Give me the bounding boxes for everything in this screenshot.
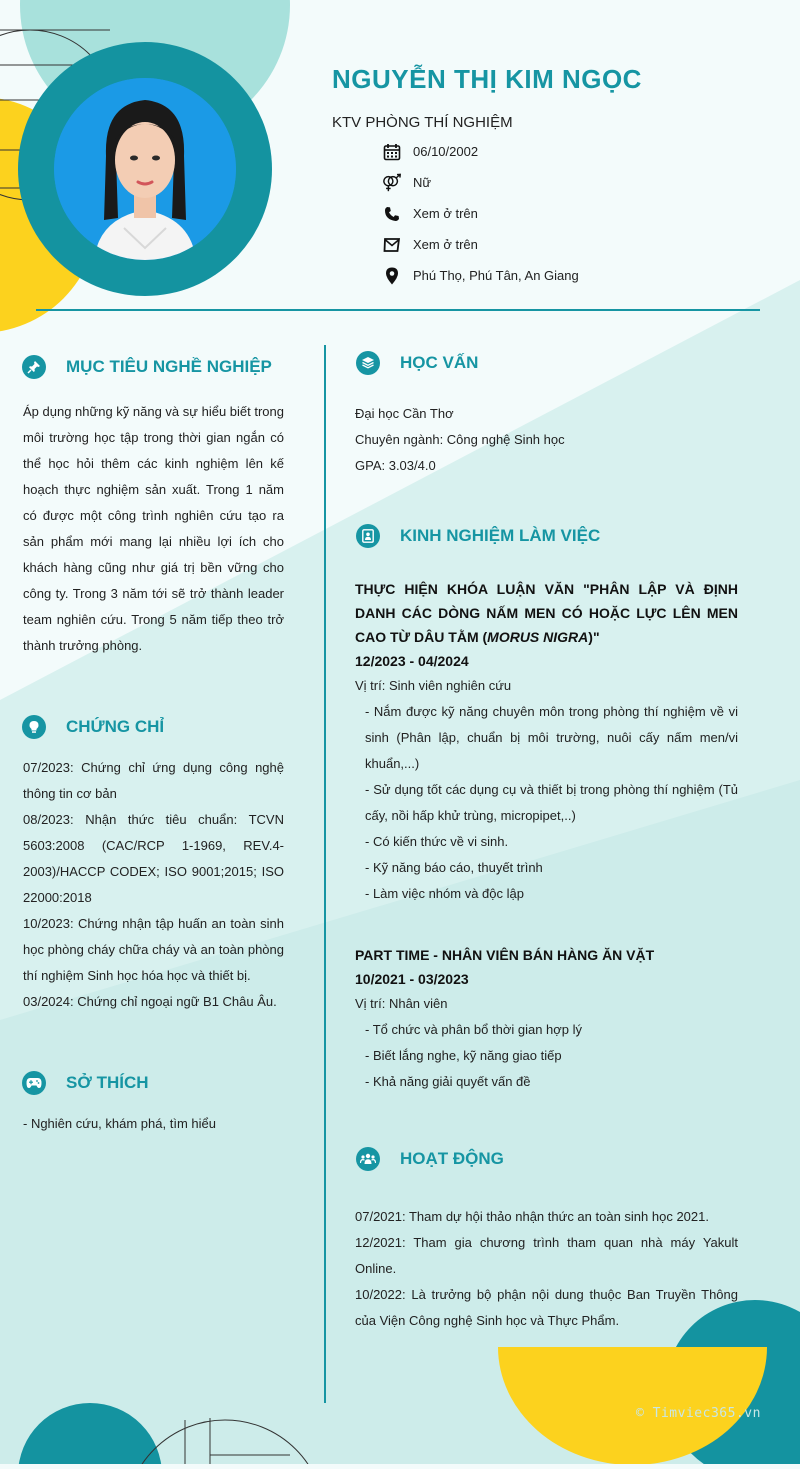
section-hobbies-header	[22, 1071, 149, 1095]
job-bullet: - Khả năng giải quyết vấn đề	[365, 1074, 531, 1089]
phone-icon	[382, 204, 402, 224]
lightbulb-icon	[22, 715, 46, 739]
gender-text: Nữ	[413, 175, 432, 190]
job-bullet: - Có kiến thức về vi sinh.	[365, 834, 509, 849]
avatar	[54, 78, 236, 260]
column-divider	[324, 345, 326, 1403]
job-title	[355, 577, 738, 649]
contact-phone	[382, 198, 579, 229]
job-period: 12/2023 - 04/2024	[355, 653, 469, 669]
section-experience-header	[356, 524, 600, 548]
job-bullet: - Sử dụng tốt các dụng cụ và thiết bị trong phòng thí nghiệm (Tủ cấy, nồi hấp khử trùng, micropipet,..)	[365, 782, 738, 823]
education-major: Chuyên ngành: Công nghệ Sinh học	[355, 432, 565, 447]
watermark: © Timviec365.vn	[636, 1406, 761, 1421]
job-period: 10/2021 - 03/2023	[355, 971, 469, 987]
header-divider	[36, 309, 760, 311]
location-pin-icon	[382, 266, 402, 286]
gamepad-icon	[22, 1071, 46, 1095]
section-certificates-header	[22, 715, 164, 739]
people-icon	[356, 1147, 380, 1171]
job-title-end: )"	[588, 629, 600, 645]
pin-icon	[22, 355, 46, 379]
portrait-illustration	[54, 78, 236, 260]
certificates-title: CHỨNG CHỈ	[66, 717, 165, 736]
section-activities-header	[356, 1147, 504, 1171]
activities-title: HOẠT ĐỘNG	[400, 1149, 504, 1168]
birthdate-text: 06/10/2002	[413, 144, 479, 159]
email-icon	[382, 235, 402, 255]
gender-icon	[382, 173, 402, 193]
activity-item: 12/2021: Tham gia chương trình tham quan nhà máy Yakult Online.	[355, 1235, 738, 1276]
section-education-header	[356, 351, 478, 375]
job-title: PART TIME - NHÂN VIÊN BÁN HÀNG ĂN VẶT	[355, 947, 655, 963]
objective-text: Áp dụng những kỹ năng và sự hiểu biết trong môi trường học tập trong thời gian ngắn có thể học hỏi thêm các kinh nghiệm lên kế hoạch thực nghiệm sản xuất. Trong 1 năm có được một công trình nghiên cứu tạo ra sản phẩm mới mang lại nhiều lợi ích cho khách hàng cũng như giá trị bền vững cho công ty. Trong 3 năm tới sẽ trở thành leader team nghiên cứu. Trong 5 năm tiếp theo trở thành trưởng phòng.	[23, 404, 284, 653]
job-title-text: THỰC HIỆN KHÓA LUẬN VĂN "PHÂN LẬP VÀ ĐỊNH DANH CÁC DÒNG NẤM MEN CÓ HOẶC LỰC LÊN MEN CAO TỪ DÂU TẰM (	[355, 581, 738, 645]
id-card-icon	[356, 524, 380, 548]
hobbies-title: SỞ THÍCH	[66, 1073, 149, 1092]
email-text: Xem ở trên	[413, 237, 478, 252]
job-bullets	[355, 699, 738, 907]
job-bullets	[355, 1017, 738, 1095]
calendar-icon	[382, 142, 402, 162]
contact-address	[382, 260, 579, 291]
experience-title: KINH NGHIỆM LÀM VIỆC	[400, 526, 601, 545]
contact-gender	[382, 167, 579, 198]
job-bullet: - Kỹ năng báo cáo, thuyết trình	[365, 860, 543, 875]
certificate-item: 10/2023: Chứng nhận tập huấn an toàn sinh học phòng cháy chữa cháy và an toàn phòng thí nghiệm Sinh học hóa học và thiết bị.	[23, 916, 284, 983]
certificate-item: 07/2023: Chứng chỉ ứng dụng công nghệ thông tin cơ bản	[23, 760, 284, 801]
contact-birthdate	[382, 136, 579, 167]
experience-job-2	[355, 943, 738, 1095]
certificates-list	[23, 755, 284, 1015]
education-school: Đại học Cần Thơ	[355, 406, 454, 421]
address-text: Phú Thọ, Phú Tân, An Giang	[413, 268, 579, 283]
education-gpa: GPA: 3.03/4.0	[355, 458, 436, 473]
layers-icon	[356, 351, 380, 375]
job-role: Vị trí: Nhân viên	[355, 996, 448, 1011]
avatar-ring	[18, 42, 272, 296]
job-title-italic: MORUS NIGRA	[487, 629, 589, 645]
job-role: Vị trí: Sinh viên nghiên cứu	[355, 678, 512, 693]
job-bullet: - Làm việc nhóm và độc lập	[365, 886, 524, 901]
contact-info	[382, 136, 579, 291]
certificate-item: 03/2024: Chứng chỉ ngoại ngữ B1 Châu Âu.	[23, 994, 277, 1009]
candidate-name: NGUYỄN THỊ KIM NGỌC	[332, 64, 642, 94]
hobbies-text: - Nghiên cứu, khám phá, tìm hiểu	[23, 1116, 216, 1131]
activity-item: 10/2022: Là trưởng bộ phận nội dung thuộc Ban Truyền Thông của Viện Công nghệ Sinh học và Thực Phẩm.	[355, 1287, 738, 1328]
contact-email	[382, 229, 579, 260]
education-details	[355, 401, 738, 479]
objective-title: MỤC TIÊU NGHỀ NGHIỆP	[66, 357, 272, 376]
job-bullet: - Nắm được kỹ năng chuyên môn trong phòng thí nghiệm về vi sinh (Phân lập, chuẩn bị môi trường, nuôi cấy nấm men/vi khuẩn,...)	[365, 704, 738, 771]
certificate-item: 08/2023: Nhận thức tiêu chuẩn: TCVN 5603:2008 (CAC/RCP 1-1969, REV.4-2003)/HACCP CODEX; ISO 9001;2015; ISO 22000:2018	[23, 812, 284, 905]
section-objective-header	[22, 355, 272, 379]
job-bullet: - Biết lắng nghe, kỹ năng giao tiếp	[365, 1048, 562, 1063]
job-position: KTV PHÒNG THÍ NGHIỆM	[332, 114, 513, 131]
education-title: HỌC VẤN	[400, 353, 479, 372]
activity-item: 07/2021: Tham dự hội thảo nhận thức an toàn sinh học 2021.	[355, 1209, 709, 1224]
job-bullet: - Tổ chức và phân bổ thời gian hợp lý	[365, 1022, 583, 1037]
experience-job-1	[355, 577, 738, 907]
activities-list	[355, 1204, 738, 1334]
phone-text: Xem ở trên	[413, 206, 478, 221]
